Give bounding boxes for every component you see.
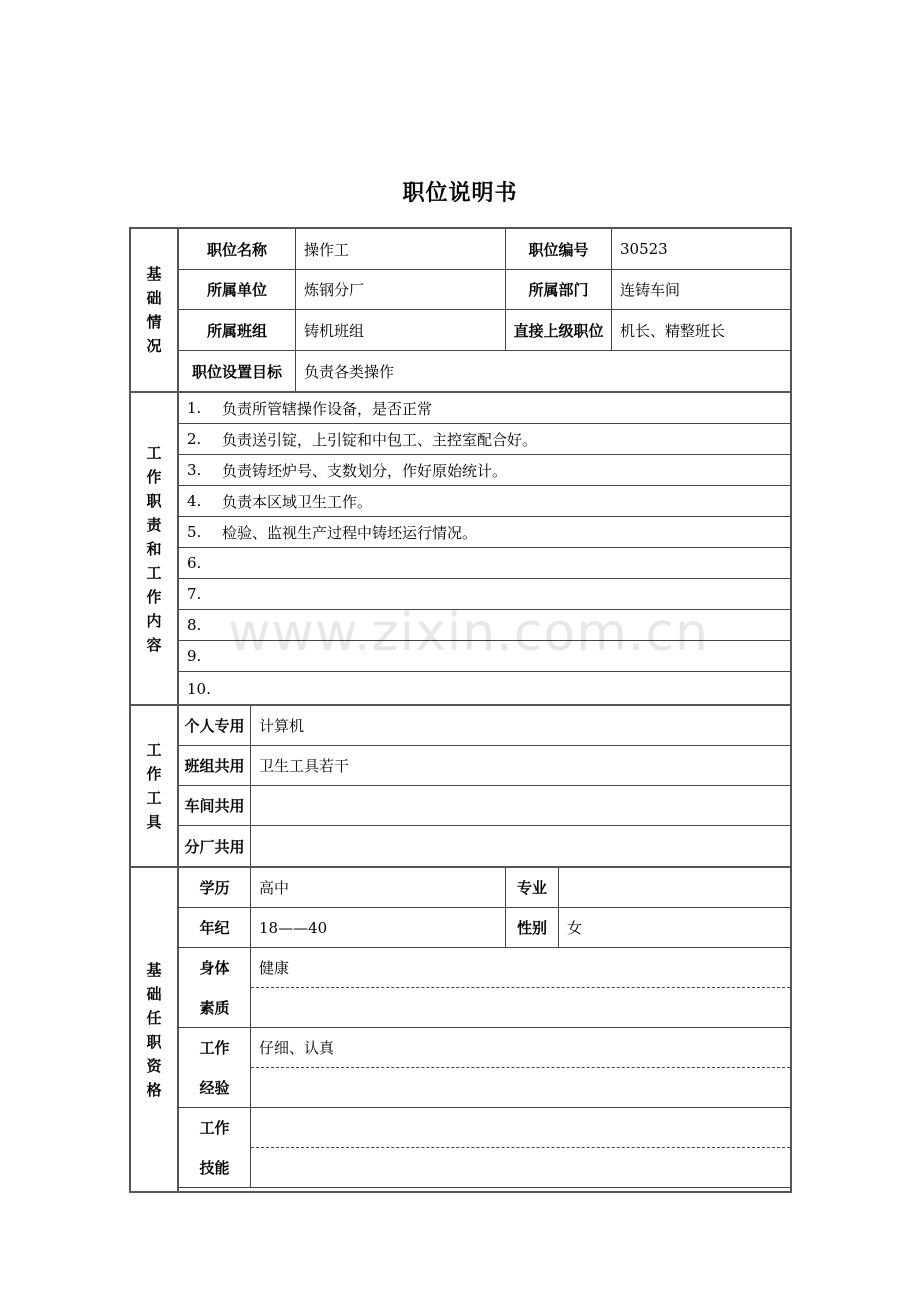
major-value	[559, 868, 790, 908]
duty-item	[179, 393, 790, 424]
position-name-label: 职位名称	[179, 229, 296, 270]
duty-number: 3.	[187, 461, 202, 479]
duty-text: 负责所管辖操作设备，是否正常	[222, 399, 433, 418]
skill-label: 工作 技能	[179, 1108, 251, 1188]
body-label: 身体 素质	[179, 948, 251, 1028]
gender-value: 女	[559, 908, 790, 948]
gender-label: 性别	[506, 908, 559, 948]
position-code-label: 职位编号	[506, 229, 612, 270]
age-label: 年纪	[179, 908, 251, 948]
duty-text: 负责本区域卫生工作。	[222, 492, 373, 511]
experience-value: 仔细、认真	[251, 1028, 790, 1068]
duty-number: 10.	[187, 679, 211, 698]
goal-label: 职位设置目标	[179, 351, 296, 391]
tool-value-team: 卫生工具若干	[251, 746, 790, 786]
duties-section	[131, 393, 790, 706]
superior-label: 直接上级职位	[506, 310, 612, 351]
position-code-value: 30523	[612, 229, 790, 270]
qualifications-side-label: 基础任职资格	[146, 960, 162, 1099]
job-description-form	[129, 227, 792, 1193]
duty-item	[179, 579, 790, 610]
tool-value-workshop	[251, 786, 790, 826]
unit-label: 所属单位	[179, 270, 296, 310]
duty-number: 8.	[187, 616, 202, 634]
position-name-value: 操作工	[296, 229, 506, 270]
education-value: 高中	[251, 868, 506, 908]
duties-side-label: 工作职责和工作内容	[146, 443, 162, 654]
skill-value	[251, 1108, 790, 1148]
dept-value: 连铸车间	[612, 270, 790, 310]
dept-label: 所属部门	[506, 270, 612, 310]
body-value: 健康	[251, 948, 790, 988]
duty-number: 9.	[187, 647, 202, 665]
basic-info-section	[131, 229, 790, 393]
skill-value-blank	[251, 1148, 790, 1188]
education-label: 学历	[179, 868, 251, 908]
duty-item	[179, 455, 790, 486]
duty-number: 4.	[187, 492, 202, 510]
experience-value-blank	[251, 1068, 790, 1108]
superior-value: 机长、精整班长	[612, 310, 790, 351]
duty-text: 负责铸坯炉号、支数划分，作好原始统计。	[222, 461, 508, 480]
duty-item	[179, 486, 790, 517]
goal-value: 负责各类操作	[304, 362, 395, 381]
page-title: 职位说明书	[402, 181, 518, 206]
duty-item	[179, 424, 790, 455]
duty-text: 负责送引锭，上引锭和中包工、主控室配合好。	[222, 430, 538, 449]
tool-value-branch	[251, 826, 790, 866]
body-value-blank	[251, 988, 790, 1028]
experience-label: 工作 经验	[179, 1028, 251, 1108]
tools-section	[131, 706, 790, 868]
team-label: 所属班组	[179, 310, 296, 351]
major-label: 专业	[506, 868, 559, 908]
tools-side-label: 工作工具	[146, 741, 162, 831]
duty-item	[179, 641, 790, 672]
basic-info-side-label: 基础情况	[146, 265, 162, 355]
tool-value-personal: 计算机	[251, 706, 790, 746]
duty-text: 检验、监视生产过程中铸坯运行情况。	[222, 523, 478, 542]
duty-item	[179, 672, 790, 705]
team-value: 铸机班组	[296, 310, 506, 351]
age-value: 18——40	[251, 908, 506, 948]
duty-item	[179, 517, 790, 548]
tool-label-branch: 分厂共用	[179, 826, 251, 866]
duty-number: 2.	[187, 430, 202, 448]
tool-label-team: 班组共用	[179, 746, 251, 786]
duty-item	[179, 548, 790, 579]
duty-number: 5.	[187, 523, 202, 541]
duty-number: 7.	[187, 585, 202, 603]
tool-label-workshop: 车间共用	[179, 786, 251, 826]
unit-value: 炼钢分厂	[296, 270, 506, 310]
qualifications-section	[131, 868, 790, 1191]
tool-label-personal: 个人专用	[179, 706, 251, 746]
duty-item	[179, 610, 790, 641]
duty-number: 6.	[187, 554, 202, 572]
duty-number: 1.	[187, 399, 202, 417]
